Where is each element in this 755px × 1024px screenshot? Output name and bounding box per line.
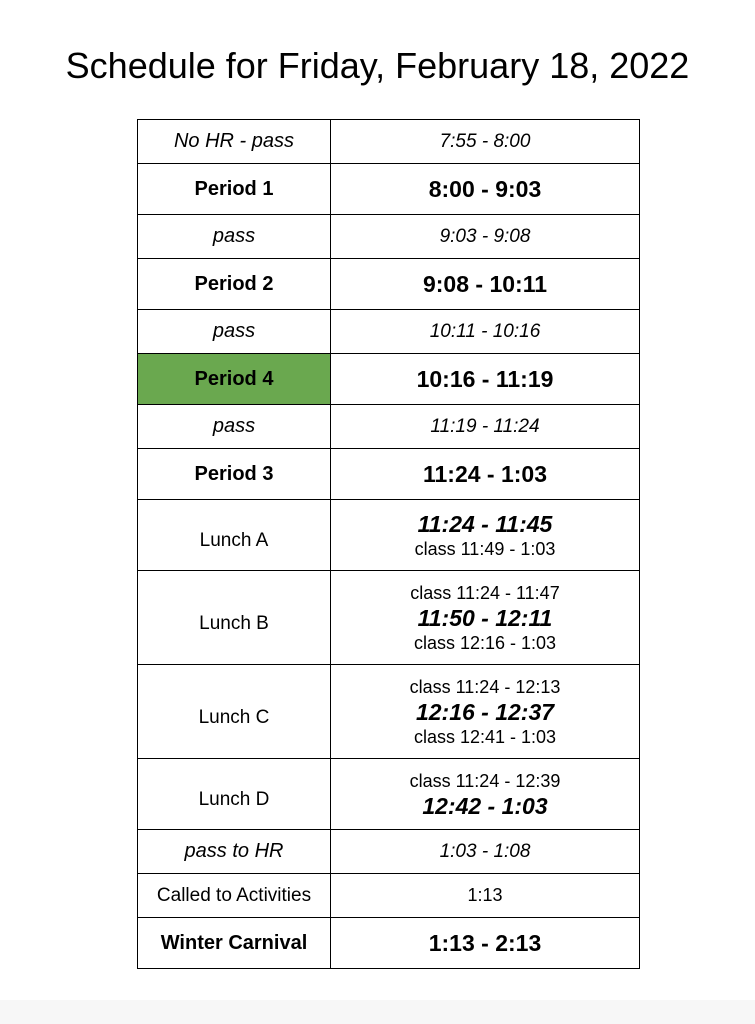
table-row [138,215,640,259]
pass-2-label: pass [212,320,256,342]
row-time [331,310,640,354]
table-row [138,759,640,830]
period-1-time: 8:00 - 9:03 [428,175,542,202]
period-2-time: 9:08 - 10:11 [422,270,548,297]
row-time [331,164,640,215]
no-hr-time: 7:55 - 8:00 [439,131,531,152]
period-3-label: Period 3 [194,462,274,485]
lunch-a-label: Lunch A [199,530,269,551]
row-time [331,120,640,164]
table-row [138,874,640,918]
table-row [138,449,640,500]
table-row [138,164,640,215]
row-time [331,354,640,405]
period-3-time: 11:24 - 1:03 [422,460,548,487]
page-bottom-strip [0,1000,755,1024]
lunch-d-label: Lunch D [198,789,270,810]
row-time [331,215,640,259]
row-time [331,665,640,759]
row-label [138,571,331,665]
table-row [138,354,640,405]
row-time [331,500,640,571]
winter-carnival-time: 1:13 - 2:13 [428,929,542,956]
row-label [138,759,331,830]
pass-3-time: 11:19 - 11:24 [430,416,540,437]
row-time [331,918,640,969]
table-row [138,830,640,874]
winter-carnival-label: Winter Carnival [160,931,308,954]
lunch-c-class-after: class 12:41 - 1:03 [413,727,557,747]
row-label [138,830,331,874]
period-1-label: Period 1 [194,177,274,200]
lunch-c-time: 12:16 - 12:37 [415,699,555,725]
no-hr-label: No HR - pass [173,130,295,152]
row-time [331,874,640,918]
pass-1-label: pass [212,225,256,247]
lunch-c-label: Lunch C [198,706,270,728]
table-row [138,665,640,759]
lunch-d-class-before: class 11:24 - 12:39 [409,771,561,791]
row-label [138,405,331,449]
pass-to-hr-time: 1:03 - 1:08 [439,841,531,862]
lunch-b-label: Lunch B [199,612,269,634]
called-to-activities-label: Called to Activities [156,885,312,906]
pass-3-label: pass [212,415,256,437]
period-4-label: Period 4 [194,367,274,390]
row-time [331,571,640,665]
row-label [138,164,331,215]
row-time [331,449,640,500]
table-row [138,405,640,449]
row-time [331,759,640,830]
period-4-time: 10:16 - 11:19 [416,365,554,392]
row-time [331,259,640,310]
row-label [138,665,331,759]
lunch-b-class-before: class 11:24 - 11:47 [410,583,560,603]
row-label [138,918,331,969]
row-label [138,874,331,918]
table-row [138,918,640,969]
page-title: Schedule for Friday, February 18, 2022 [65,45,690,86]
table-row [138,310,640,354]
row-time [331,405,640,449]
lunch-b-class-after: class 12:16 - 1:03 [413,633,557,653]
table-row [138,120,640,164]
row-label-highlighted [138,354,331,405]
pass-to-hr-label: pass to HR [184,840,284,862]
row-label [138,259,331,310]
lunch-a-time: 11:24 - 11:45 [417,511,553,537]
schedule-table [137,119,640,969]
row-label [138,215,331,259]
row-label [138,120,331,164]
lunch-c-class-before: class 11:24 - 12:13 [409,677,561,697]
row-label [138,310,331,354]
lunch-b-time: 11:50 - 12:11 [417,605,553,631]
called-to-activities-time: 1:13 [467,885,503,905]
table-row [138,259,640,310]
period-2-label: Period 2 [194,272,274,295]
table-row [138,571,640,665]
lunch-a-class-after: class 11:49 - 1:03 [414,539,556,559]
pass-2-time: 10:11 - 10:16 [429,321,541,342]
table-row [138,500,640,571]
row-label [138,500,331,571]
row-time [331,830,640,874]
pass-1-time: 9:03 - 9:08 [439,226,531,247]
row-label [138,449,331,500]
lunch-d-time: 12:42 - 1:03 [422,793,548,819]
